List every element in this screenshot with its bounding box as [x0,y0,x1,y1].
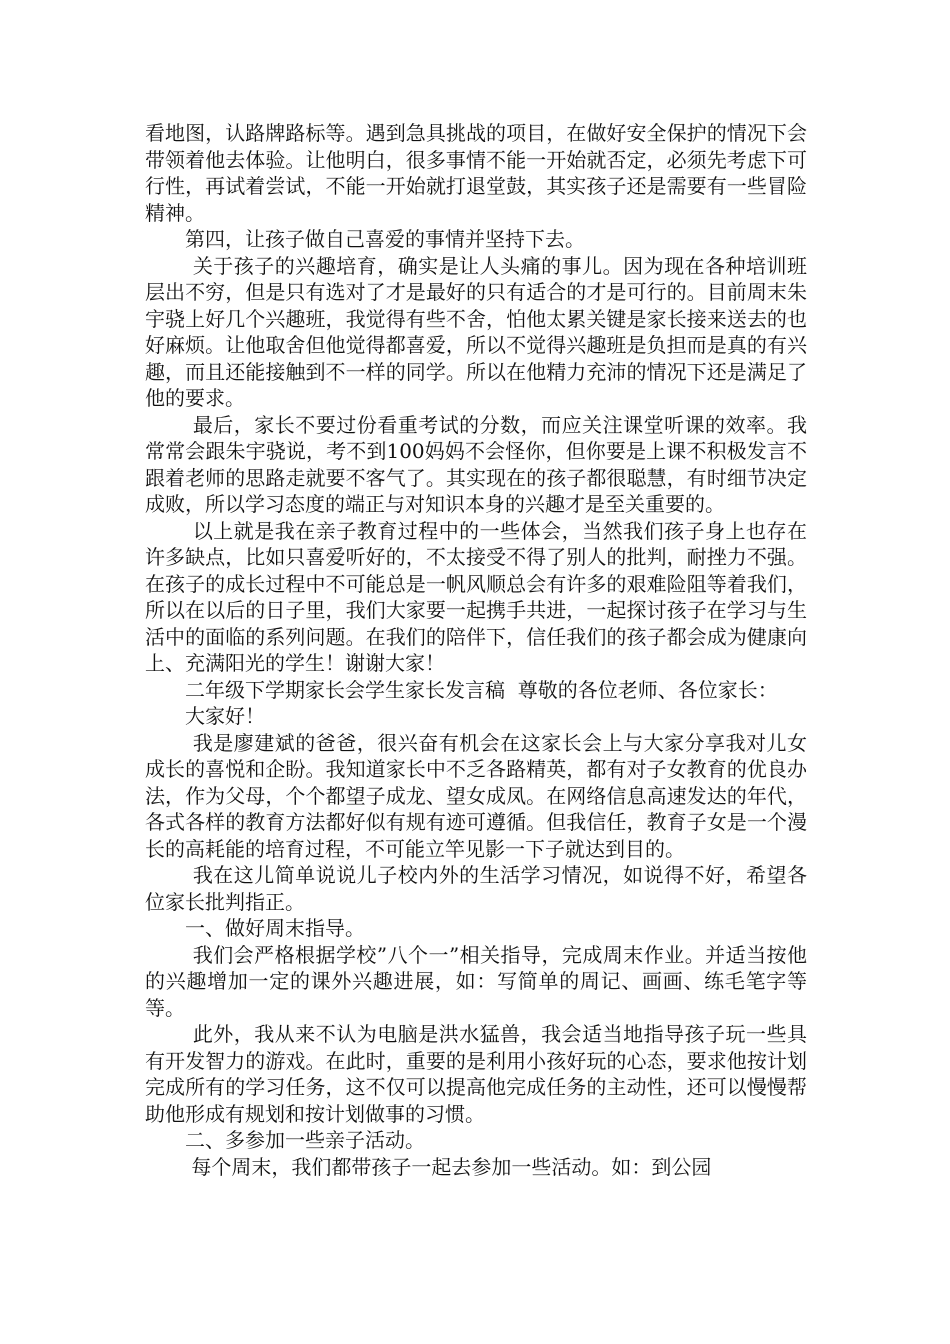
paragraph-3: 关于孩子的兴趣培育，确实是让人头痛的事儿。因为现在各种培训班层出不穷，但是只有选对了才是最好的只有适合的才是可行的。目前周末朱宇骁上好几个兴趣班，我觉得有些不舍，怕他太累关键是家长接来送去的也好麻烦。让他取舍但他觉得都喜爱，所以不觉得兴趣班是负担而是真的有兴趣，而且还能接触到不一样的同学。所以在他精力充沛的情况下还是满足了他的要求。 [145,253,807,410]
paragraph-12: 此外，我从来不认为电脑是洪水猛兽，我会适当地指导孩子玩一些具有开发智力的游戏。在此时，重要的是利用小孩好玩的心态，要求他按计划完成所有的学习任务，这不仅可以提高他完成任务的主动性，还可以慢慢帮助他形成有规划和按计划做事的习惯。 [145,1022,807,1126]
paragraph-2: 第四，让孩子做自己喜爱的事情并坚持下去。 [145,227,585,251]
paragraph-7: 大家好！ [145,704,265,728]
paragraph-13: 二、多参加一些亲子活动。 [145,1128,425,1152]
paragraph-9: 我在这儿简单说说儿子校内外的生活学习情况，如说得不好，希望各位家长批判指正。 [145,863,807,914]
paragraph-5: 以上就是我在亲子教育过程中的一些体会，当然我们孩子身上也存在许多缺点，比如只喜爱听好的，不太接受不得了别人的批判，耐挫力不强。在孩子的成长过程中不可能总是一帆风顺总会有许多的艰难险阻等着我们，所以在以后的日子里，我们大家要一起携手共进，一起探讨孩子在学习与生活中的面临的系列问题。在我们的陪伴下，信任我们的孩子都会成为健康向上、充满阳光的学生！谢谢大家！ [145,518,807,675]
paragraph-10: 一、做好周末指导。 [145,916,365,940]
paragraph-8: 我是廖建斌的爸爸，很兴奋有机会在这家长会上与大家分享我对儿女成长的喜悦和企盼。我知道家长中不乏各路精英，都有对子女教育的优良办法，作为父母，个个都望子成龙、望女成凤。在网络信息高速发达的年代，各式各样的教育方法都好似有规有迹可遵循。但我信任，教育子女是一个漫长的高耗能的培育过程，不可能立竿见影一下子就达到目的。 [145,730,807,861]
paragraph-6: 二年级下学期家长会学生家长发言稿 尊敬的各位老师、各位家长： [145,677,778,702]
document-page [145,120,807,1180]
paragraph-11: 我们会严格根据学校”八个一”相关指导，完成周末作业。并适当按他的兴趣增加一定的课外兴趣进展，如：写简单的周记、画画、练毛笔字等等。 [145,942,807,1020]
paragraph-1: 看地图，认路牌路标等。遇到急具挑战的项目，在做好安全保护的情况下会带领着他去体验。让他明白，很多事情不能一开始就否定，必须先考虑下可行性，再试着尝试，不能一开始就打退堂鼓，其实孩子还是需要有一些冒险精神。 [145,121,807,225]
paragraph-14: 每个周末，我们都带孩子一起去参加一些活动。如：到公园 [145,1154,712,1179]
paragraph-4: 最后，家长不要过份看重考试的分数，而应关注课堂听课的效率。我常常会跟朱宇骁说，考不到100妈妈不会怪你，但你要是上课不积极发言不跟着老师的思路走就要不客气了。其实现在的孩子都很聪慧，有时细节决定成败，所以学习态度的端正与对知识本身的兴趣才是至关重要的。 [145,412,807,516]
